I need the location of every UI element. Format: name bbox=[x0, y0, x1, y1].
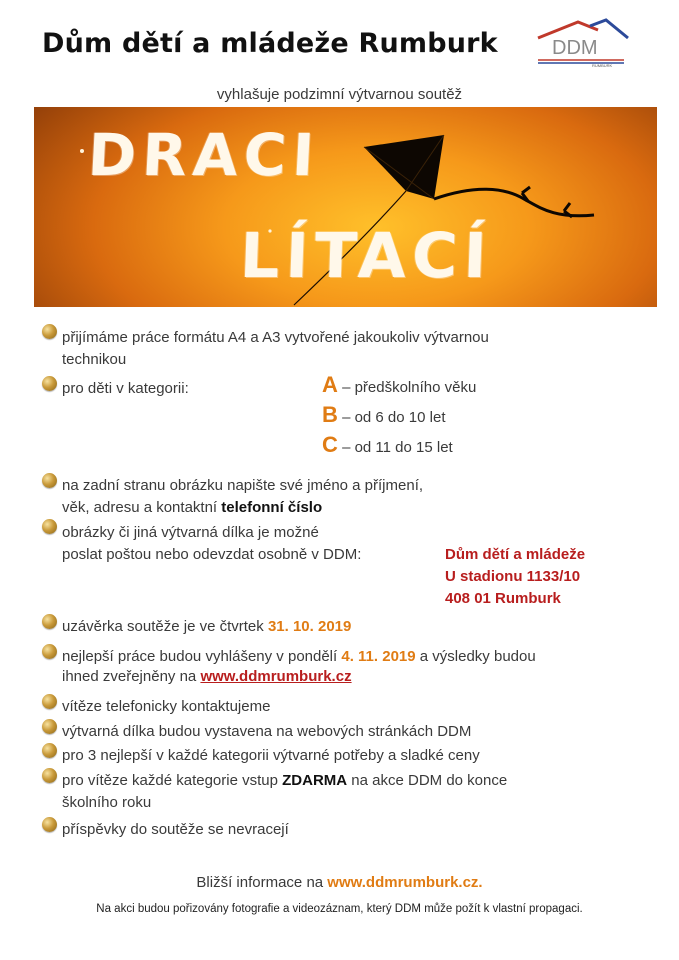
category-text: – předškolního věku bbox=[342, 379, 477, 396]
subtitle: vyhlašuje podzimní výtvarnou soutěž bbox=[216, 86, 463, 103]
prizes-text: pro 3 nejlepší v každé kategorii výtvarné potřeby a sladké ceny bbox=[62, 747, 480, 764]
formats-line2: technikou bbox=[62, 351, 127, 368]
deadline-text: uzávěrka soutěže je ve čtvrtek 31. 10. 2019 bbox=[62, 618, 352, 635]
bullet-icon bbox=[42, 768, 57, 783]
winners-contact: vítěze telefonicky kontaktujeme bbox=[62, 698, 271, 715]
footer-website-link[interactable]: www.ddmrumburk.cz. bbox=[327, 874, 483, 891]
ddm-logo bbox=[532, 16, 630, 68]
kite-icon bbox=[364, 135, 444, 199]
address-line: Dům dětí a mládeže bbox=[445, 546, 586, 563]
free-entry-line2: školního roku bbox=[62, 794, 152, 811]
results-line1: nejlepší práce budou vyhlášeny v pondělí 4. 11. 2019 a výsledky budou bbox=[62, 648, 536, 665]
category-letter: C bbox=[322, 432, 338, 457]
bullet-icon bbox=[42, 719, 57, 734]
category-letter: B bbox=[322, 402, 338, 427]
bullet-icon bbox=[42, 614, 57, 629]
results-line2: ihned zveřejněny na www.ddmrumburk.cz bbox=[62, 668, 352, 685]
logo-text: DDM bbox=[552, 37, 598, 59]
category-row bbox=[322, 374, 476, 399]
free-label: ZDARMA bbox=[282, 772, 348, 789]
categories-label: pro děti v kategorii: bbox=[62, 380, 189, 397]
no-return-text: příspěvky do soutěže se nevracejí bbox=[62, 821, 289, 838]
delivery-line2: poslat poštou nebo odevzdat osobně v DDM: bbox=[62, 546, 362, 563]
banner-title-line1: DRACI bbox=[86, 121, 322, 189]
bullet-icon bbox=[42, 376, 57, 391]
free-entry-line1: pro vítěze každé kategorie vstup ZDARMA na akce DDM do konce bbox=[62, 772, 508, 789]
logo-subtext: RUMBURK bbox=[592, 63, 613, 68]
bullet-icon bbox=[42, 324, 57, 339]
category-text: – od 11 do 15 let bbox=[342, 439, 453, 456]
category-letter: A bbox=[322, 372, 338, 397]
phone-number-label: telefonní číslo bbox=[221, 499, 323, 516]
delivery-line1: obrázky či jiná výtvarná dílka je možné bbox=[62, 524, 319, 541]
backside-line1: na zadní stranu obrázku napište své jméno a příjmení, bbox=[62, 477, 424, 494]
bullet-icon bbox=[42, 519, 57, 534]
footer-notice: Na akci budou pořizovány fotografie a videozáznam, který DDM může požít k vlastní propagaci. bbox=[96, 903, 583, 915]
address-line: U stadionu 1133/10 bbox=[445, 568, 581, 585]
results-date: 4. 11. 2019 bbox=[341, 648, 416, 665]
footer-info: Bližší informace na www.ddmrumburk.cz. bbox=[196, 874, 483, 891]
bullet-icon bbox=[42, 473, 57, 488]
formats-line1: přijímáme práce formátu A4 a A3 vytvořené jakoukoliv výtvarnou bbox=[62, 329, 489, 346]
page-title: Dům dětí a mládeže Rumburk bbox=[42, 28, 498, 59]
bullet-icon bbox=[42, 743, 57, 758]
bullet-icon bbox=[42, 644, 57, 659]
bullet-icon bbox=[42, 817, 57, 832]
backside-line2: věk, adresu a kontaktní telefonní číslo bbox=[62, 499, 323, 516]
exhibit-text: výtvarná dílka budou vystavena na webových stránkách DDM bbox=[62, 723, 472, 740]
category-text: – od 6 do 10 let bbox=[342, 409, 446, 426]
banner-image bbox=[34, 107, 657, 307]
address-line: 408 01 Rumburk bbox=[445, 590, 561, 607]
bullet-icon bbox=[42, 694, 57, 709]
website-link[interactable]: www.ddmrumburk.cz bbox=[200, 668, 352, 685]
deadline-date: 31. 10. 2019 bbox=[267, 618, 352, 635]
category-row bbox=[322, 404, 445, 429]
category-row bbox=[322, 434, 453, 459]
banner-title-line2: LÍTACÍ bbox=[238, 219, 494, 292]
